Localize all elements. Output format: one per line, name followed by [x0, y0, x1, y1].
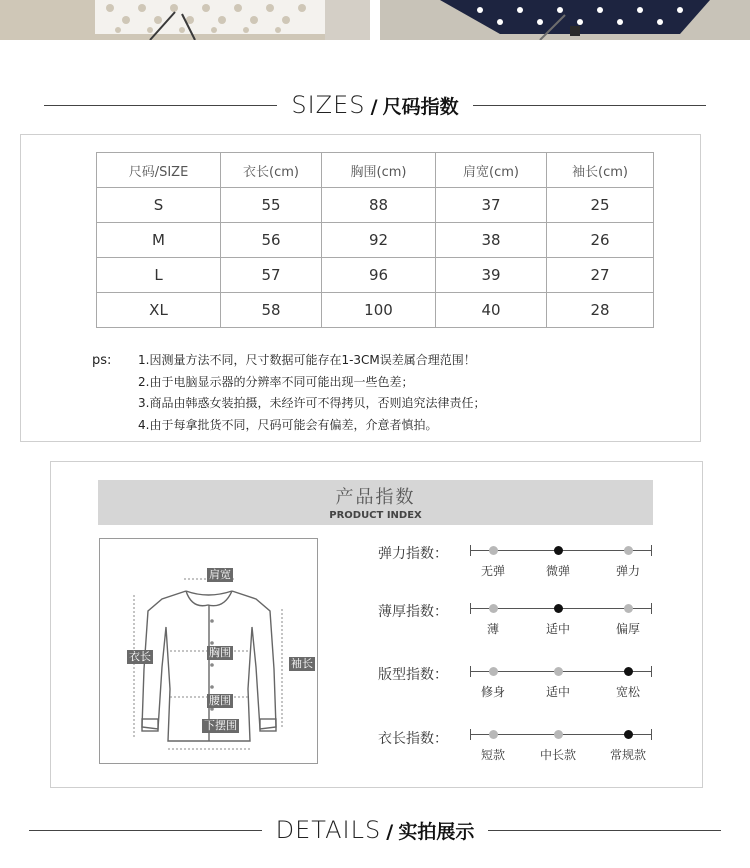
heading-rule-right — [488, 830, 721, 831]
table-cell: M — [97, 223, 221, 258]
notes-label: ps: — [92, 353, 112, 368]
scale-tick — [470, 603, 471, 614]
table-cell: XL — [97, 293, 221, 328]
scale-tick — [470, 545, 471, 556]
scale-dot — [624, 604, 633, 613]
table-cell: 25 — [547, 188, 654, 223]
product-photo-left — [0, 0, 370, 40]
scale-dot-selected — [624, 730, 633, 739]
table-row — [97, 258, 654, 293]
scale-dot-selected — [554, 604, 563, 613]
scale-tick — [651, 545, 652, 556]
details-heading-cn: 实拍展示 — [398, 821, 475, 843]
scale-dot — [554, 730, 563, 739]
table-cell: 100 — [322, 293, 436, 328]
scale-dot — [554, 667, 563, 676]
table-cell: 92 — [322, 223, 436, 258]
table-cell: 55 — [221, 188, 322, 223]
size-notes — [92, 350, 485, 436]
index-option-label: 宽松 — [615, 685, 641, 699]
table-cell: 57 — [221, 258, 322, 293]
product-index-banner — [98, 480, 653, 525]
table-row — [97, 293, 654, 328]
heading-rule-right — [473, 105, 706, 106]
table-cell: 96 — [322, 258, 436, 293]
table-cell: 26 — [547, 223, 654, 258]
note-item: 2.由于电脑显示器的分辨率不同可能出现一些色差； — [138, 374, 414, 389]
table-cell: 39 — [436, 258, 547, 293]
note-item: 3.商品由韩惑女装拍摄，未经许可不得拷贝，否则追究法律责任； — [138, 396, 486, 410]
index-label-elasticity: 弹力指数： — [378, 546, 448, 562]
diagram-label-chest: 胸围 — [209, 646, 231, 659]
index-option-label: 常规款 — [609, 748, 647, 762]
scale-dot — [624, 546, 633, 555]
table-cell: 58 — [221, 293, 322, 328]
garment-diagram — [99, 538, 318, 764]
size-table-header: 胸围(cm) — [322, 153, 436, 188]
sizes-heading-sep: / — [370, 96, 378, 118]
index-option-label: 弹力 — [615, 564, 641, 578]
notes-list — [92, 350, 485, 436]
table-cell: 56 — [221, 223, 322, 258]
polka-dot-photo — [380, 0, 750, 40]
index-option-label: 无弹 — [480, 564, 506, 578]
sizes-heading-text — [277, 91, 472, 119]
details-heading-sep: / — [386, 821, 394, 843]
sizes-heading-cn: 尺码指数 — [382, 96, 459, 118]
details-heading-en: DETAILS — [275, 816, 382, 844]
table-cell: 88 — [322, 188, 436, 223]
index-option-label: 短款 — [480, 748, 506, 762]
table-cell: L — [97, 258, 221, 293]
table-cell: 27 — [547, 258, 654, 293]
diagram-label-sleeve: 袖长 — [291, 657, 313, 670]
table-cell: S — [97, 188, 221, 223]
table-cell: 38 — [436, 223, 547, 258]
index-label-thickness: 薄厚指数： — [378, 604, 448, 620]
index-option-label: 微弹 — [545, 564, 571, 578]
table-row — [97, 223, 654, 258]
scale-tick — [651, 666, 652, 677]
index-option-label: 偏厚 — [615, 622, 641, 636]
product-index-title-cn: 产品指数 — [335, 487, 416, 508]
product-photo-right — [380, 0, 750, 40]
table-cell: 37 — [436, 188, 547, 223]
index-option-label: 薄 — [486, 622, 500, 636]
index-option-label: 适中 — [545, 622, 571, 636]
index-scale-length — [470, 728, 652, 742]
scale-dot-selected — [554, 546, 563, 555]
sizes-heading — [0, 90, 750, 120]
index-scale-fit — [470, 665, 652, 679]
table-cell: 28 — [547, 293, 654, 328]
index-label-length: 衣长指数： — [378, 731, 448, 747]
index-option-label: 修身 — [480, 685, 506, 699]
heading-rule-left — [29, 830, 262, 831]
note-item: 1.因测量方法不同，尺寸数据可能存在1-3CM误差属合理范围！ — [138, 353, 476, 367]
scale-dot — [489, 546, 498, 555]
size-table-header-row — [97, 153, 654, 188]
diagram-label-length: 衣长 — [129, 650, 151, 663]
scale-tick — [470, 666, 471, 677]
scale-dot — [489, 730, 498, 739]
index-label-fit: 版型指数： — [378, 667, 448, 683]
scale-dot-selected — [624, 667, 633, 676]
details-heading-text — [262, 816, 489, 844]
size-table-header: 衣长(cm) — [221, 153, 322, 188]
details-heading — [0, 815, 750, 845]
scale-dot — [489, 667, 498, 676]
sizes-heading-en: SIZES — [291, 91, 366, 119]
lace-pattern-photo — [0, 0, 370, 40]
index-option-label: 适中 — [545, 685, 571, 699]
size-table-header: 肩宽(cm) — [436, 153, 547, 188]
index-scale-thickness — [470, 602, 652, 616]
table-cell: 40 — [436, 293, 547, 328]
product-index-title-en: PRODUCT INDEX — [329, 510, 422, 521]
scale-tick — [651, 729, 652, 740]
scale-tick — [651, 603, 652, 614]
diagram-label-hem: 下摆围 — [204, 719, 237, 732]
scale-dot — [489, 604, 498, 613]
size-table — [96, 152, 654, 328]
heading-rule-left — [44, 105, 277, 106]
note-item: 4.由于每拿批货不同，尺码可能会有偏差，介意者慎拍。 — [138, 417, 438, 432]
size-table-header: 尺码/SIZE — [97, 153, 221, 188]
size-table-header: 袖长(cm) — [547, 153, 654, 188]
index-option-label: 中长款 — [539, 748, 577, 762]
index-scale-elasticity — [470, 544, 652, 558]
table-row — [97, 188, 654, 223]
diagram-label-waist: 腰围 — [209, 694, 231, 707]
scale-tick — [470, 729, 471, 740]
diagram-label-shoulder: 肩宽 — [209, 568, 231, 581]
